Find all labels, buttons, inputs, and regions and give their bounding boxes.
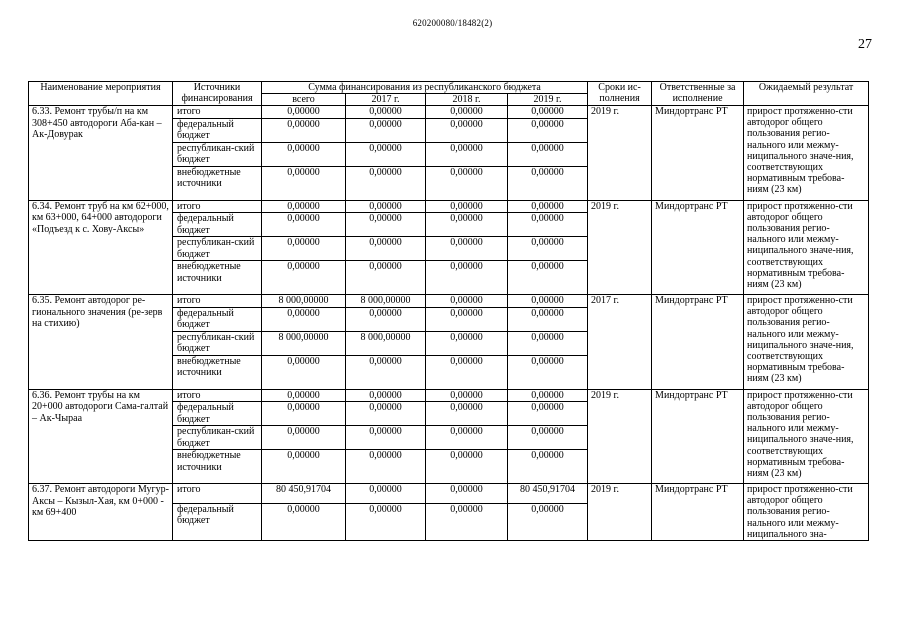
y2017-cell: 0,00000	[346, 237, 426, 261]
y2019-cell: 80 450,91704	[508, 484, 588, 504]
y2019-cell: 0,00000	[508, 118, 588, 142]
source-cell: федеральный бюджет	[173, 213, 262, 237]
y2018-cell: 0,00000	[426, 200, 508, 213]
result-cell: прирост протяженно-сти автодорог общего пользования регио-нального или межму-ниципального значе-ния, соответствующих нормативным требова-ниям (23 км)	[744, 200, 869, 295]
y2019-cell: 0,00000	[508, 402, 588, 426]
total-cell: 0,00000	[262, 355, 346, 389]
total-cell: 0,00000	[262, 200, 346, 213]
y2018-cell: 0,00000	[426, 166, 508, 200]
total-cell: 80 450,91704	[262, 484, 346, 504]
source-cell: внебюджетные источники	[173, 166, 262, 200]
header-deadline: Сроки ис-полнения	[588, 82, 652, 106]
source-cell: республикан-ский бюджет	[173, 426, 262, 450]
table-row	[29, 200, 869, 213]
y2019-cell: 0,00000	[508, 200, 588, 213]
responsible-cell: Миндортранс РТ	[652, 200, 744, 295]
header-result: Ожидаемый результат	[744, 82, 869, 106]
total-cell: 0,00000	[262, 503, 346, 541]
y2017-cell: 0,00000	[346, 307, 426, 331]
total-cell: 0,00000	[262, 237, 346, 261]
y2017-cell: 0,00000	[346, 389, 426, 402]
total-cell: 0,00000	[262, 426, 346, 450]
source-cell: федеральный бюджет	[173, 402, 262, 426]
y2018-cell: 0,00000	[426, 307, 508, 331]
total-cell: 0,00000	[262, 213, 346, 237]
y2019-cell: 0,00000	[508, 426, 588, 450]
header-sources: Источники финансирования	[173, 82, 262, 106]
y2019-cell: 0,00000	[508, 142, 588, 166]
header-total: всего	[262, 94, 346, 106]
total-cell: 0,00000	[262, 166, 346, 200]
y2017-cell: 0,00000	[346, 166, 426, 200]
header-funding: Сумма финансирования из республиканского бюджета	[262, 82, 588, 94]
event-name: 6.35. Ремонт автодорог ре-гионального значения (ре-зерв на стихию)	[29, 295, 173, 390]
y2018-cell: 0,00000	[426, 450, 508, 484]
y2018-cell: 0,00000	[426, 402, 508, 426]
y2017-cell: 0,00000	[346, 503, 426, 541]
y2019-cell: 0,00000	[508, 503, 588, 541]
header-event: Наименование мероприятия	[29, 82, 173, 106]
total-cell: 0,00000	[262, 106, 346, 119]
y2017-cell: 0,00000	[346, 118, 426, 142]
y2019-cell: 0,00000	[508, 213, 588, 237]
y2018-cell: 0,00000	[426, 331, 508, 355]
total-cell: 0,00000	[262, 389, 346, 402]
y2017-cell: 0,00000	[346, 106, 426, 119]
y2017-cell: 0,00000	[346, 355, 426, 389]
y2019-cell: 0,00000	[508, 355, 588, 389]
table-row	[29, 484, 869, 504]
source-cell: внебюджетные источники	[173, 261, 262, 295]
y2018-cell: 0,00000	[426, 142, 508, 166]
source-cell: итого	[173, 200, 262, 213]
y2017-cell: 0,00000	[346, 402, 426, 426]
total-cell: 0,00000	[262, 142, 346, 166]
result-cell: прирост протяженно-сти автодорог общего пользования регио-нального или межму-ниципального значе-ния, соответствующих нормативным требова-ниям (23 км)	[744, 295, 869, 390]
total-cell: 0,00000	[262, 450, 346, 484]
page-number: 27	[858, 37, 872, 52]
source-cell: федеральный бюджет	[173, 503, 262, 541]
y2018-cell: 0,00000	[426, 118, 508, 142]
total-cell: 0,00000	[262, 118, 346, 142]
y2017-cell: 0,00000	[346, 213, 426, 237]
y2018-cell: 0,00000	[426, 295, 508, 308]
y2017-cell: 0,00000	[346, 426, 426, 450]
y2018-cell: 0,00000	[426, 213, 508, 237]
event-name: 6.33. Ремонт трубы/п на км 308+450 автодороги Аба-кан –Ак-Довурак	[29, 106, 173, 201]
source-cell: республикан-ский бюджет	[173, 331, 262, 355]
y2017-cell: 0,00000	[346, 200, 426, 213]
y2018-cell: 0,00000	[426, 261, 508, 295]
deadline-cell: 2019 г.	[588, 484, 652, 541]
responsible-cell: Миндортранс РТ	[652, 106, 744, 201]
source-cell: итого	[173, 295, 262, 308]
event-name: 6.37. Ремонт автодороги Мугур-Аксы – Кызыл-Хая, км 0+000 - км 69+400	[29, 484, 173, 541]
y2018-cell: 0,00000	[426, 355, 508, 389]
y2018-cell: 0,00000	[426, 503, 508, 541]
header-2018: 2018 г.	[426, 94, 508, 106]
responsible-cell: Миндортранс РТ	[652, 484, 744, 541]
y2017-cell: 0,00000	[346, 450, 426, 484]
y2018-cell: 0,00000	[426, 484, 508, 504]
y2019-cell: 0,00000	[508, 237, 588, 261]
table-row	[29, 295, 869, 308]
source-cell: республикан-ский бюджет	[173, 142, 262, 166]
source-cell: федеральный бюджет	[173, 118, 262, 142]
deadline-cell: 2019 г.	[588, 106, 652, 201]
y2019-cell: 0,00000	[508, 106, 588, 119]
y2019-cell: 0,00000	[508, 450, 588, 484]
source-cell: республикан-ский бюджет	[173, 237, 262, 261]
y2018-cell: 0,00000	[426, 237, 508, 261]
source-cell: итого	[173, 484, 262, 504]
y2019-cell: 0,00000	[508, 261, 588, 295]
header-responsible: Ответственные за исполнение	[652, 82, 744, 106]
responsible-cell: Миндортранс РТ	[652, 389, 744, 484]
result-cell: прирост протяженно-сти автодорог общего пользования регио-нального или межму-ниципального значе-ния, соответствующих нормативным требова-ниям (23 км)	[744, 389, 869, 484]
y2018-cell: 0,00000	[426, 426, 508, 450]
table-row	[29, 106, 869, 119]
y2019-cell: 0,00000	[508, 331, 588, 355]
y2019-cell: 0,00000	[508, 389, 588, 402]
y2017-cell: 0,00000	[346, 261, 426, 295]
table-row	[29, 389, 869, 402]
total-cell: 8 000,00000	[262, 331, 346, 355]
total-cell: 0,00000	[262, 307, 346, 331]
result-cell: прирост протяженно-сти автодорог общего пользования регио-нального или межму-ниципального значе-ния, соответствующих нормативным требова-ниям (23 км)	[744, 106, 869, 201]
document-number: 620200080/18482(2)	[412, 18, 493, 28]
y2017-cell: 0,00000	[346, 484, 426, 504]
y2017-cell: 8 000,00000	[346, 331, 426, 355]
source-cell: итого	[173, 389, 262, 402]
y2019-cell: 0,00000	[508, 166, 588, 200]
event-name: 6.34. Ремонт труб на км 62+000, км 63+000, 64+000 автодороги «Подъезд к с. Хову-Аксы»	[29, 200, 173, 295]
event-name: 6.36. Ремонт трубы на км 20+000 автодороги Сама-галтай – Ак-Чыраа	[29, 389, 173, 484]
source-cell: федеральный бюджет	[173, 307, 262, 331]
source-cell: внебюджетные источники	[173, 355, 262, 389]
y2018-cell: 0,00000	[426, 389, 508, 402]
y2019-cell: 0,00000	[508, 307, 588, 331]
total-cell: 0,00000	[262, 261, 346, 295]
y2017-cell: 0,00000	[346, 142, 426, 166]
deadline-cell: 2019 г.	[588, 200, 652, 295]
y2019-cell: 0,00000	[508, 295, 588, 308]
result-cell: прирост протяженно-сти автодорог общего пользования регио-нального или межму-ниципального зна-	[744, 484, 869, 541]
y2018-cell: 0,00000	[426, 106, 508, 119]
header-2019: 2019 г.	[508, 94, 588, 106]
header-2017: 2017 г.	[346, 94, 426, 106]
total-cell: 0,00000	[262, 402, 346, 426]
source-cell: итого	[173, 106, 262, 119]
responsible-cell: Миндортранс РТ	[652, 295, 744, 390]
deadline-cell: 2019 г.	[588, 389, 652, 484]
total-cell: 8 000,00000	[262, 295, 346, 308]
y2017-cell: 8 000,00000	[346, 295, 426, 308]
header-row	[29, 82, 869, 94]
source-cell: внебюджетные источники	[173, 450, 262, 484]
funding-table	[28, 81, 869, 541]
deadline-cell: 2017 г.	[588, 295, 652, 390]
